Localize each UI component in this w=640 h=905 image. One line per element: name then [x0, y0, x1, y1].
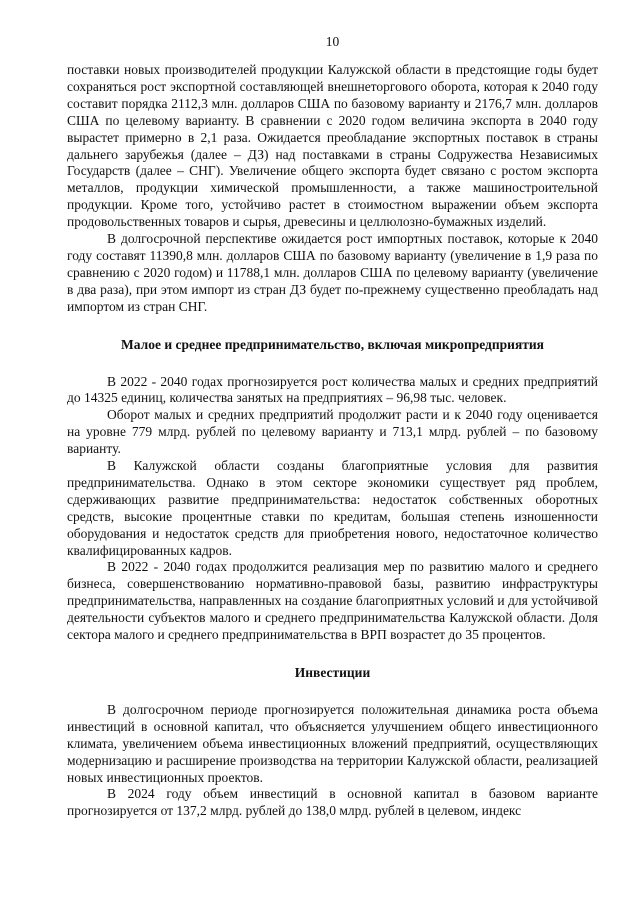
heading-small-medium-business: Малое и среднее предпринимательство, включая микропредприятия — [121, 336, 544, 352]
page-number: 10 — [325, 34, 340, 49]
paragraph-export-forecast: поставки новых производителей продукции Калужской области в предстоящие годы будет сохраняться рост экспортной составляющей внешнеторгового оборота, которая к 2040 году составит порядка 2112,3 млн. долларов США по базовому варианту и 2176,7 млн. долларов США по целевому варианту. В сравнении с 2020 годом величина экспорта в 2040 году вырастет примерно в 2,1 раза. Ожидается преобладание экспортных поставок в страны дальнего зарубежья (далее – ДЗ) над поставками в страны Содружества Независимых Государств (далее – СНГ). Увеличение общего экспорта будет связано с ростом экспорта металлов, продукции химической промышленности, а также машиностроительной продукции. Кроме того, устойчиво растет в стоимостном выражении объем экспорта продовольственных товаров и сырья, древесины и целлюлозно-бумажных изделий. — [67, 62, 598, 230]
paragraph-investment-dynamics: В долгосрочном периоде прогнозируется положительная динамика роста объема инвестиций в основной капитал, что объясняется улучшением общего инвестиционного климата, увеличением объема инвестиционных вложений предприятий, осуществляющих модернизацию и расширение производства на территории Калужской области, реализацией новых инвестиционных проектов. — [67, 701, 598, 785]
spacer — [67, 682, 598, 702]
paragraph-import-forecast: В долгосрочной перспективе ожидается рост импортных поставок, которые к 2040 году составят 11390,8 млн. долларов США по базовому варианту (увеличение в 1,9 раза по сравнению с 2020 годом) и 11788,1 млн. долларов США по целевому варианту (увеличение в два раза), при этом импорт из стран ДЗ будет по-прежнему существенно преобладать над импортом из стран СНГ. — [67, 231, 598, 314]
spacer — [67, 644, 598, 665]
paragraph-sme-turnover: Оборот малых и средних предприятий продолжит расти и к 2040 году оценивается на уровне 779 млрд. рублей по целевому варианту и 713,1 млрд. рублей – по базовому варианту. — [67, 407, 598, 457]
spacer — [67, 354, 598, 374]
paragraph-sme-problems: В Калужской области созданы благоприятные условия для развития предпринимательства. Однако в этом секторе экономики существует ряд проблем, сдерживающих развитие предпринимательства: недостаток собственных оборотных средств, высокие процентные ставки по кредитам, большая степень изношенности оборудования и недостаток средств для приобретения нового, недостаточное количество квалифицированных кадров. — [67, 458, 598, 558]
paragraph-investment-2024: В 2024 году объем инвестиций в основной капитал в базовом варианте прогнозируется от 137,2 млрд. рублей до 138,0 млрд. рублей в целевом, индекс — [67, 786, 598, 819]
heading-investments: Инвестиции — [294, 665, 371, 680]
spacer — [67, 316, 598, 337]
paragraph-sme-measures: В 2022 - 2040 годах продолжится реализация мер по развитию малого и среднего бизнеса, совершенствованию нормативно-правовой базы, развитию инфраструктуры предпринимательства, направленных на создание благоприятных условий и для устойчивой деятельности субъектов малого и среднего предпринимательства Калужской области. Доля сектора малого и среднего предпринимательства в ВРП возрастет до 35 процентов. — [67, 559, 598, 643]
paragraph-sme-count: В 2022 - 2040 годах прогнозируется рост количества малых и средних предприятий до 14325 единиц, количества занятых на предприятиях – 96,98 тыс. человек. — [67, 373, 598, 406]
